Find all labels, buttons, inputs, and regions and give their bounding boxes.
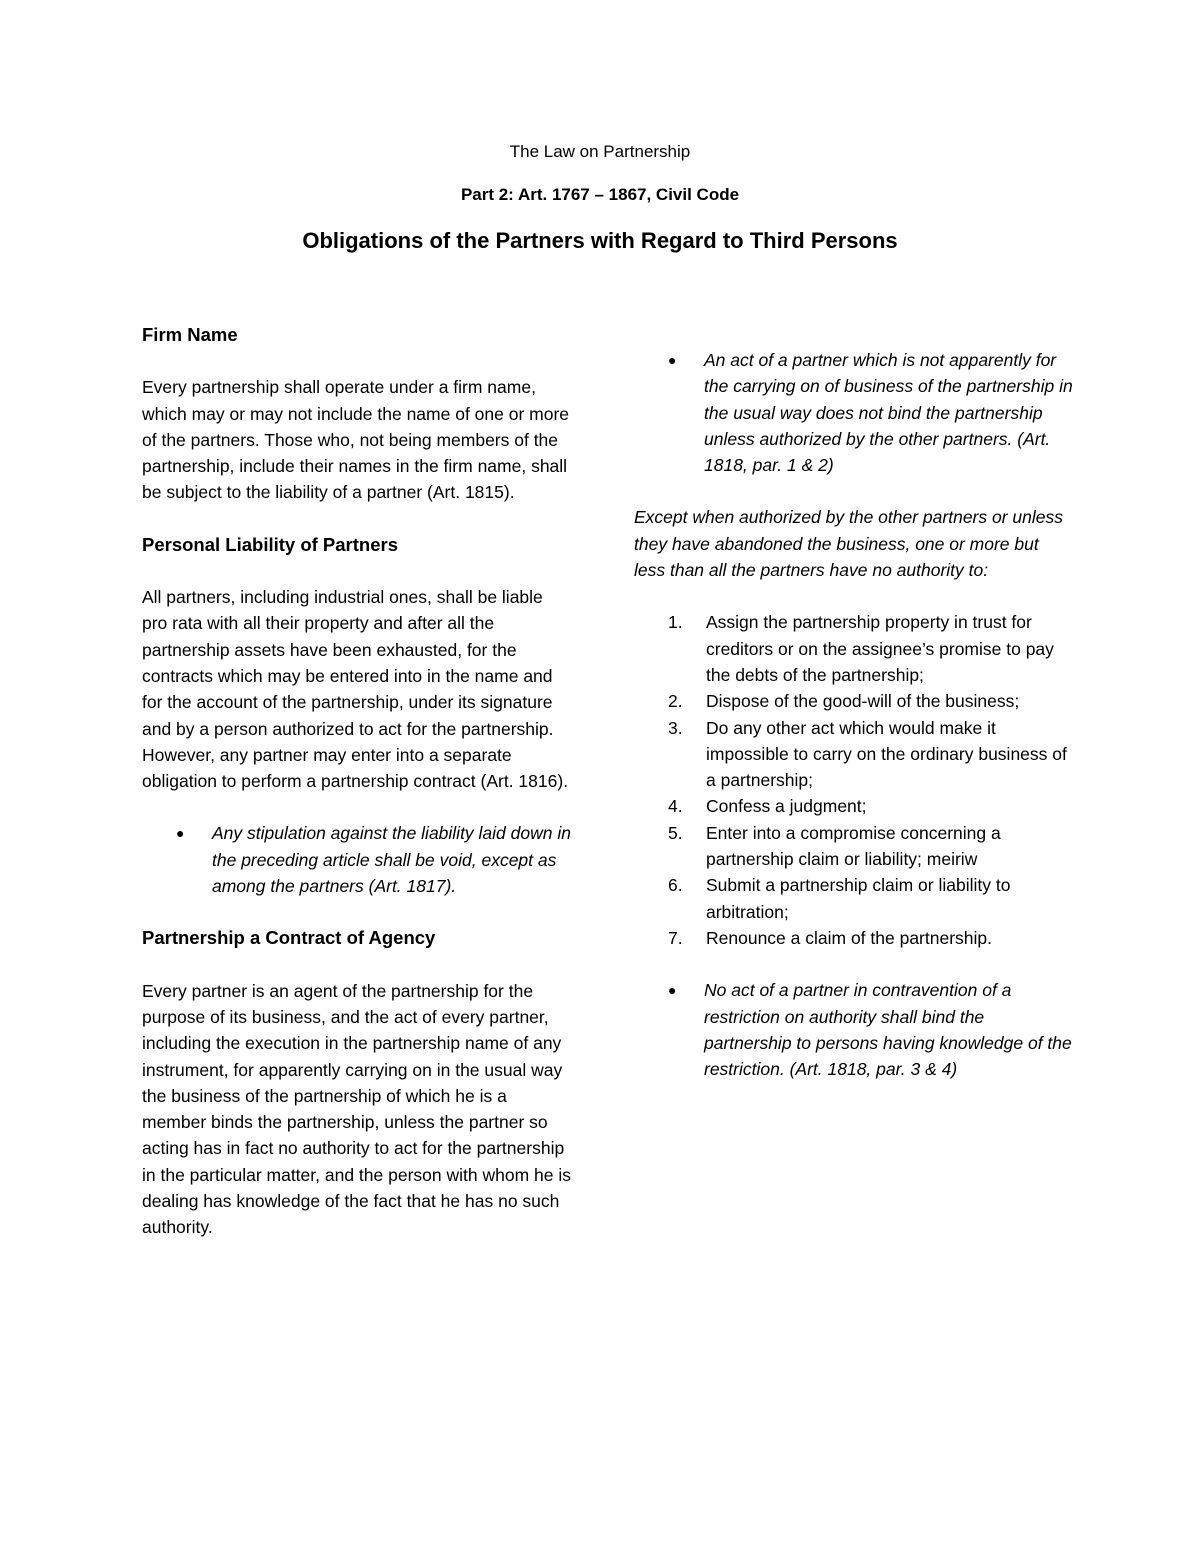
personal-liability-heading: Personal Liability of Partners bbox=[142, 533, 398, 555]
list-number: 7. bbox=[668, 927, 683, 948]
list-number: 5. bbox=[668, 822, 683, 843]
list-number: 2. bbox=[668, 691, 683, 712]
list-text: Submit a partnership claim or liability to arbitration; bbox=[706, 875, 1011, 922]
page-heading: Obligations of the Partners with Regard to Third Persons bbox=[302, 228, 898, 253]
firm-name-paragraph: Every partnership shall operate under a firm name, which may or may not include the name of one or more of the partners. Those who, not being members of the partnership, include their names in the firm name, shall be subject to the liability of a partner (Art. 1815). bbox=[142, 377, 570, 503]
list-item bbox=[634, 793, 1074, 819]
list-text: Assign the partnership property in trust for creditors or on the assignee’s promise to pay the debts of the partnership; bbox=[706, 612, 1054, 685]
list-text: Dispose of the good-will of the business; bbox=[706, 691, 1020, 712]
agency-heading: Partnership a Contract of Agency bbox=[142, 927, 436, 949]
list-number: 4. bbox=[668, 796, 683, 817]
list-text: Do any other act which would make it impossible to carry on the ordinary business of a partnership; bbox=[706, 717, 1067, 791]
list-item bbox=[634, 609, 1074, 688]
bullet-item bbox=[634, 977, 1074, 1082]
list-item bbox=[634, 688, 1074, 714]
list-number: 3. bbox=[668, 717, 683, 738]
bullet-item bbox=[634, 347, 1074, 478]
bullet-item bbox=[142, 820, 572, 899]
left-column bbox=[142, 322, 572, 1267]
list-text: Renounce a claim of the partnership. bbox=[706, 927, 992, 948]
document-title: The Law on Partnership bbox=[509, 142, 691, 161]
authority-intro: Except when authorized by the other partners or unless they have abandoned the business, one or more but less than all the partners have no authority to: bbox=[634, 507, 1063, 581]
document-subtitle: Part 2: Art. 1767 – 1867, Civil Code bbox=[460, 185, 740, 204]
bullet-text: No act of a partner in contravention of a restriction on authority shall bind the partnership to persons having knowledge of the restriction. (Art. 1818, par. 3 & 4) bbox=[704, 980, 1072, 1080]
bullet-text: Any stipulation against the liability laid down in the preceding article shall be void, except as among the partners (Art. 1817). bbox=[212, 823, 571, 897]
agency-paragraph: Every partner is an agent of the partnership for the purpose of its business, and the act of every partner, including the execution in the partnership name of any instrument, for apparently carrying on in the usual way the business of the partnership of which he is a member binds the partnership, unless the partner so acting has in fact no authority to act for the partnership in the particular matter, and the person with whom he is dealing has knowledge of the fact that he has no such authority. bbox=[142, 980, 571, 1238]
bullet-text: An act of a partner which is not apparently for the carrying on of business of the partnership in the usual way does not bind the partnership unless authorized by the other partners. (Art. 1818, par. 1 & 2) bbox=[704, 350, 1073, 476]
list-text: Confess a judgment; bbox=[706, 796, 867, 817]
list-item bbox=[634, 715, 1074, 794]
personal-liability-paragraph: All partners, including industrial ones, shall be liable pro rata with all their property and after all the partnership assets have been exhausted, for the contracts which may be entered into in the name and for the account of the partnership, under its signature and by a person authorized to act for the partnership. However, any partner may enter into a separate obligation to perform a partnership contract (Art. 1816). bbox=[142, 587, 569, 792]
list-item bbox=[634, 925, 1074, 951]
list-number: 1. bbox=[668, 612, 683, 633]
bullet-icon: ● bbox=[176, 825, 185, 842]
list-number: 6. bbox=[668, 875, 683, 896]
list-item bbox=[634, 820, 1074, 873]
firm-name-heading: Firm Name bbox=[142, 324, 238, 345]
list-item bbox=[634, 872, 1074, 925]
right-column bbox=[634, 347, 1074, 1108]
bullet-icon: ● bbox=[668, 982, 677, 999]
numbered-list bbox=[634, 609, 1074, 951]
bullet-icon: ● bbox=[668, 352, 677, 368]
list-text: Enter into a compromise concerning a partnership claim or liability; meiriw bbox=[706, 822, 1001, 870]
